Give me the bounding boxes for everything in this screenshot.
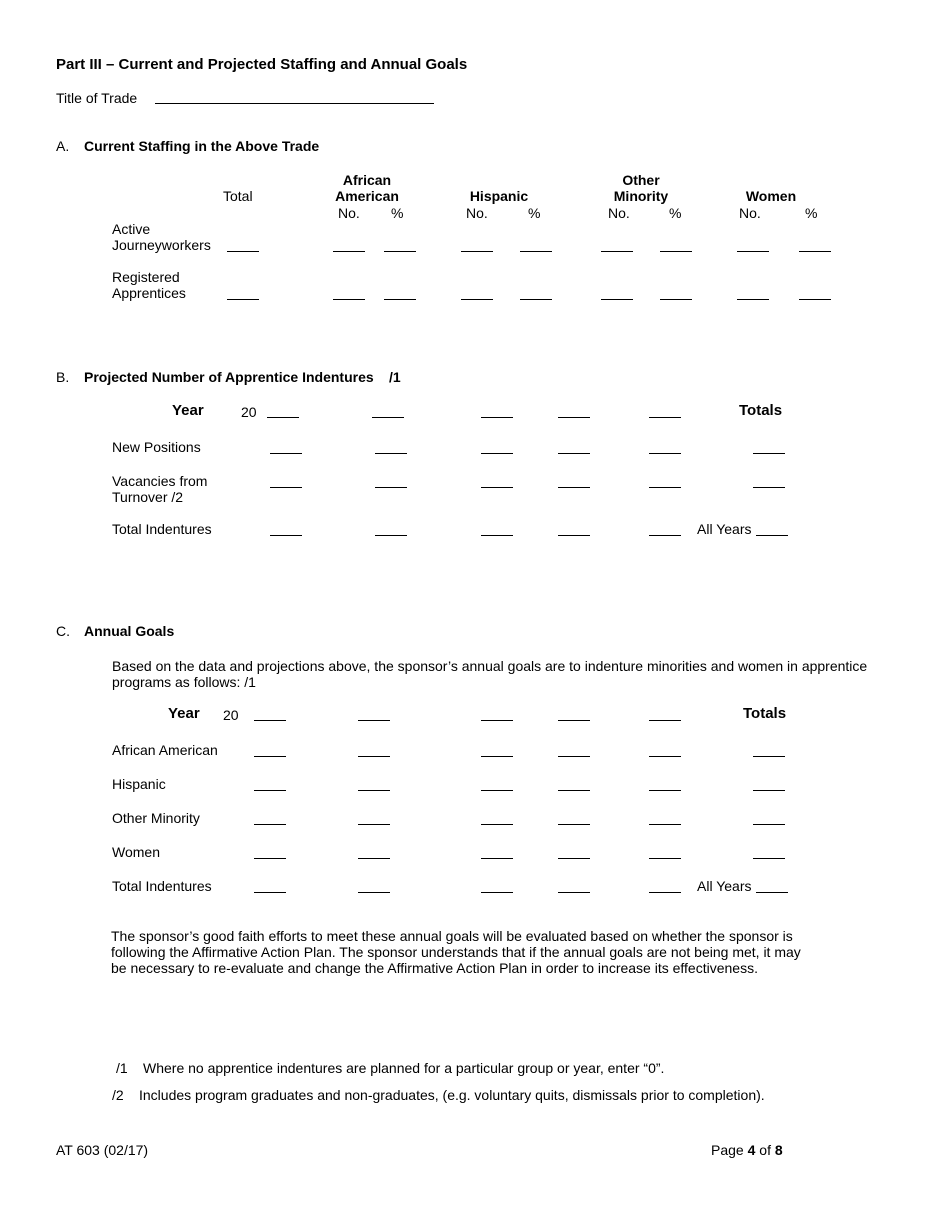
subhead-no: No. bbox=[466, 205, 488, 221]
blank-field[interactable] bbox=[358, 790, 390, 791]
of-word: of bbox=[759, 1142, 771, 1158]
col-total-header: Total bbox=[223, 188, 253, 204]
section-a-heading: Current Staffing in the Above Trade bbox=[84, 138, 320, 154]
blank-field[interactable] bbox=[753, 858, 785, 859]
blank-field[interactable] bbox=[481, 453, 513, 454]
form-id: AT 603 (02/17) bbox=[56, 1142, 149, 1158]
blank-field[interactable] bbox=[254, 892, 286, 893]
blank-field[interactable] bbox=[601, 299, 633, 300]
totals-label: Totals bbox=[739, 402, 783, 419]
col-other-minority-header: Other Minority bbox=[613, 172, 669, 204]
blank-field[interactable] bbox=[753, 756, 785, 757]
blank-field[interactable] bbox=[558, 720, 590, 721]
row-label-other-minority: Other Minority bbox=[112, 810, 200, 826]
blank-field[interactable] bbox=[384, 251, 416, 252]
page-word: Page bbox=[711, 1142, 744, 1158]
subhead-pct: % bbox=[805, 205, 818, 221]
blank-field[interactable] bbox=[358, 720, 390, 721]
blank-field[interactable] bbox=[737, 299, 769, 300]
subhead-no: No. bbox=[608, 205, 630, 221]
blank-field[interactable] bbox=[558, 790, 590, 791]
blank-field[interactable] bbox=[649, 417, 681, 418]
blank-field[interactable] bbox=[649, 720, 681, 721]
blank-field[interactable] bbox=[558, 535, 590, 536]
subhead-no: No. bbox=[739, 205, 761, 221]
blank-field[interactable] bbox=[375, 453, 407, 454]
blank-field[interactable] bbox=[520, 299, 552, 300]
row-label-african-american: African American bbox=[112, 742, 218, 758]
blank-field[interactable] bbox=[649, 535, 681, 536]
blank-field[interactable] bbox=[254, 790, 286, 791]
blank-field[interactable] bbox=[481, 535, 513, 536]
blank-field[interactable] bbox=[481, 892, 513, 893]
blank-field[interactable] bbox=[649, 858, 681, 859]
footnote-mark: /1 bbox=[116, 1060, 128, 1076]
page-total: 8 bbox=[774, 1142, 783, 1158]
blank-field[interactable] bbox=[375, 487, 407, 488]
blank-field[interactable] bbox=[267, 417, 299, 418]
blank-field[interactable] bbox=[558, 453, 590, 454]
blank-field[interactable] bbox=[358, 892, 390, 893]
trade-input[interactable] bbox=[155, 103, 434, 104]
year-label: Year bbox=[172, 402, 204, 419]
blank-field[interactable] bbox=[649, 453, 681, 454]
blank-field[interactable] bbox=[601, 251, 633, 252]
row-label-journeyworkers: Active Journeyworkers bbox=[112, 221, 211, 253]
section-a-letter: A. bbox=[56, 138, 70, 154]
blank-field[interactable] bbox=[270, 453, 302, 454]
section-c-heading: Annual Goals bbox=[84, 623, 175, 639]
col-hispanic-header: Hispanic bbox=[469, 188, 529, 204]
year-label: Year bbox=[168, 705, 200, 722]
blank-field[interactable] bbox=[358, 824, 390, 825]
blank-field[interactable] bbox=[753, 487, 785, 488]
blank-field[interactable] bbox=[558, 824, 590, 825]
blank-field[interactable] bbox=[649, 756, 681, 757]
blank-field[interactable] bbox=[558, 417, 590, 418]
footnote-text: Where no apprentice indentures are planned for a particular group or year, enter “0”. bbox=[143, 1060, 665, 1076]
blank-field[interactable] bbox=[375, 535, 407, 536]
totals-label: Totals bbox=[743, 705, 787, 722]
blank-field[interactable] bbox=[737, 251, 769, 252]
blank-field[interactable] bbox=[227, 299, 259, 300]
blank-field[interactable] bbox=[333, 299, 365, 300]
row-label-apprentices: Registered Apprentices bbox=[112, 269, 186, 301]
blank-field[interactable] bbox=[649, 892, 681, 893]
blank-field[interactable] bbox=[384, 299, 416, 300]
blank-field[interactable] bbox=[372, 417, 404, 418]
section-c-letter: C. bbox=[56, 623, 70, 639]
blank-field[interactable] bbox=[520, 251, 552, 252]
blank-field[interactable] bbox=[481, 487, 513, 488]
section-c-intro: Based on the data and projections above, the sponsor’s annual goals are to indenture minorities and women in apprentice programs as follows: /1 bbox=[112, 658, 868, 690]
blank-field[interactable] bbox=[649, 824, 681, 825]
blank-field[interactable] bbox=[254, 824, 286, 825]
blank-field[interactable] bbox=[481, 720, 513, 721]
section-b-heading: Projected Number of Apprentice Indentures bbox=[84, 369, 374, 385]
blank-field[interactable] bbox=[799, 251, 831, 252]
blank-field[interactable] bbox=[649, 790, 681, 791]
page-current: 4 bbox=[747, 1142, 756, 1158]
blank-field[interactable] bbox=[481, 790, 513, 791]
blank-field[interactable] bbox=[558, 756, 590, 757]
footnote-mark: /2 bbox=[112, 1087, 124, 1103]
row-label-hispanic: Hispanic bbox=[112, 776, 166, 792]
row-label-new-positions: New Positions bbox=[112, 439, 201, 455]
blank-field[interactable] bbox=[753, 453, 785, 454]
blank-field[interactable] bbox=[481, 824, 513, 825]
blank-field[interactable] bbox=[254, 720, 286, 721]
blank-field[interactable] bbox=[270, 535, 302, 536]
year-prefix: 20 bbox=[241, 404, 257, 420]
trade-label: Title of Trade bbox=[56, 90, 138, 106]
blank-field[interactable] bbox=[481, 417, 513, 418]
blank-field[interactable] bbox=[254, 756, 286, 757]
blank-field[interactable] bbox=[649, 487, 681, 488]
section-b-heading-note: /1 bbox=[389, 369, 401, 385]
subhead-pct: % bbox=[528, 205, 541, 221]
blank-field[interactable] bbox=[753, 824, 785, 825]
blank-field[interactable] bbox=[227, 251, 259, 252]
subhead-pct: % bbox=[669, 205, 682, 221]
blank-field[interactable] bbox=[254, 858, 286, 859]
blank-field[interactable] bbox=[753, 790, 785, 791]
blank-field[interactable] bbox=[481, 756, 513, 757]
blank-field[interactable] bbox=[481, 858, 513, 859]
blank-field[interactable] bbox=[558, 858, 590, 859]
blank-field[interactable] bbox=[756, 535, 788, 536]
blank-field[interactable] bbox=[461, 299, 493, 300]
all-years-label: All Years bbox=[697, 521, 752, 537]
closing-paragraph: The sponsor’s good faith efforts to meet these annual goals will be evaluated based on whether the sponsor is following the Affirmative Action Plan. The sponsor understands that if the annual goals are not being met, it may be necessary to re-evaluate and change the Affirmative Action Plan in order to increase its effectiveness. bbox=[111, 928, 801, 976]
section-b-letter: B. bbox=[56, 369, 70, 385]
blank-field[interactable] bbox=[333, 251, 365, 252]
col-african-american-header: African American bbox=[335, 172, 399, 204]
blank-field[interactable] bbox=[558, 487, 590, 488]
row-label-total-indentures: Total Indentures bbox=[112, 521, 212, 537]
blank-field[interactable] bbox=[558, 892, 590, 893]
blank-field[interactable] bbox=[270, 487, 302, 488]
subhead-no: No. bbox=[338, 205, 360, 221]
row-label-vacancies: Vacancies from Turnover /2 bbox=[112, 473, 208, 505]
blank-field[interactable] bbox=[756, 892, 788, 893]
blank-field[interactable] bbox=[660, 251, 692, 252]
row-label-women: Women bbox=[112, 844, 160, 860]
col-women-header: Women bbox=[745, 188, 797, 204]
page-title: Part III – Current and Projected Staffing and Annual Goals bbox=[56, 56, 468, 73]
row-label-total-indentures: Total Indentures bbox=[112, 878, 212, 894]
year-prefix: 20 bbox=[223, 707, 239, 723]
footnote-text: Includes program graduates and non-graduates, (e.g. voluntary quits, dismissals prior to completion). bbox=[139, 1087, 765, 1103]
subhead-pct: % bbox=[391, 205, 404, 221]
blank-field[interactable] bbox=[358, 756, 390, 757]
blank-field[interactable] bbox=[660, 299, 692, 300]
blank-field[interactable] bbox=[461, 251, 493, 252]
blank-field[interactable] bbox=[358, 858, 390, 859]
blank-field[interactable] bbox=[799, 299, 831, 300]
page-number bbox=[711, 1142, 783, 1158]
all-years-label: All Years bbox=[697, 878, 752, 894]
